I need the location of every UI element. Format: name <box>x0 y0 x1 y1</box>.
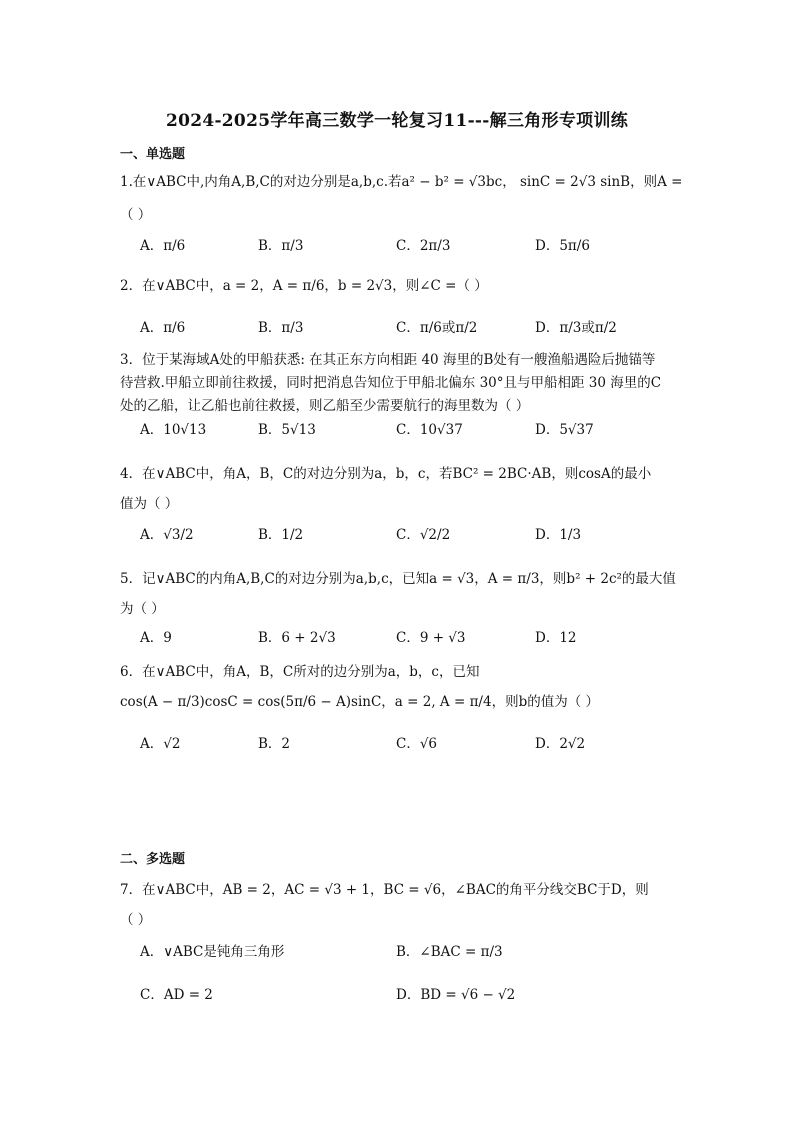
q4-options <box>140 515 700 551</box>
q6-option-c[interactable]: C．√6 <box>396 736 438 752</box>
q3-option-c[interactable]: C．10√37 <box>396 422 463 438</box>
q6-option-d[interactable]: D．2√2 <box>535 736 586 752</box>
q6-option-b[interactable]: B．2 <box>258 736 291 752</box>
q3-options <box>140 410 700 446</box>
q2-option-d[interactable]: D．π/3或π/2 <box>535 320 617 336</box>
q5-option-c[interactable]: C．9 + √3 <box>396 630 466 646</box>
q7-option-b[interactable]: B．∠BAC = π/3 <box>396 944 503 960</box>
section-multiple-choice: 二、多选题 <box>120 852 186 867</box>
q2-options <box>140 308 700 344</box>
page-title: 2024-2025学年高三数学一轮复习11---解三角形专项训练 <box>165 111 629 131</box>
q3-stem-line1: 3．位于某海域A处的甲船获悉: 在其正东方向相距 40 海里的B处有一艘渔船遇险后抛锚等 <box>120 352 656 368</box>
q1-options <box>140 226 700 262</box>
q4-option-d[interactable]: D．1/3 <box>535 527 582 543</box>
q5-option-a[interactable]: A．9 <box>140 630 172 646</box>
q2-option-b[interactable]: B．π/3 <box>258 320 304 336</box>
q3-option-b[interactable]: B．5√13 <box>258 422 316 438</box>
q3-stem-line2: 待营救.甲船立即前往救援，同时把消息告知位于甲船北偏东 30°且与甲船相距 30 海里的C <box>120 375 662 391</box>
q4-stem-line1: 4．在∨ABC中，角A，B，C的对边分别为a，b，c，若BC² = 2BC·AB，则cosA的最小 <box>120 466 652 482</box>
q7-stem-line1: 7．在∨ABC中，AB = 2，AC = √3 + 1，BC = √6，∠BAC的角平分线交BC于D，则 <box>120 882 649 898</box>
q5-stem-line1: 5．记∨ABC的内角A,B,C的对边分别为a,b,c，已知a = √3，A = π/3，则b² + 2c²的最大值 <box>120 571 676 587</box>
q6-options <box>140 724 700 760</box>
q2-option-c[interactable]: C．π/6或π/2 <box>396 320 478 336</box>
q3-stem-line3: 处的乙船，让乙船也前往救援，则乙船至少需要航行的海里数为（ ） <box>120 398 530 414</box>
q7-options-row1 <box>140 932 700 968</box>
q7-option-a[interactable]: A．∨ABC是钝角三角形 <box>140 944 285 960</box>
q7-option-d[interactable]: D．BD = √6 − √2 <box>396 987 516 1003</box>
q1-option-a[interactable]: A．π/6 <box>140 238 186 254</box>
q7-options-row2 <box>140 975 700 1011</box>
q3-option-d[interactable]: D．5√37 <box>535 422 594 438</box>
q1-option-b[interactable]: B．π/3 <box>258 238 304 254</box>
q7-stem-line2: （ ） <box>120 912 152 928</box>
section-single-choice: 一、单选题 <box>120 147 186 162</box>
q5-option-d[interactable]: D．12 <box>535 630 577 646</box>
q1-option-c[interactable]: C．2π/3 <box>396 238 451 254</box>
q4-option-b[interactable]: B．1/2 <box>258 527 304 543</box>
q2-stem-line1: 2．在∨ABC中，a = 2，A = π/6，b = 2√3，则∠C =（ ） <box>120 278 488 294</box>
q6-stem-line2: cos(A − π/3)cosC = cos(5π/6 − A)sinC，a = 2, A = π/4，则b的值为（ ） <box>120 694 600 710</box>
q5-options <box>140 618 700 654</box>
q4-option-a[interactable]: A．√3/2 <box>140 527 194 543</box>
q4-stem-line2: 值为（ ） <box>120 496 179 512</box>
q3-option-a[interactable]: A．10√13 <box>140 422 207 438</box>
q1-stem-line2: （ ） <box>120 207 152 223</box>
q6-option-a[interactable]: A．√2 <box>140 736 181 752</box>
q5-option-b[interactable]: B．6 + 2√3 <box>258 630 336 646</box>
q1-stem-line1: 1.在∨ABC中,内角A,B,C的对边分别是a,b,c.若a² − b² = √3bc， sinC = 2√3 sinB，则A = <box>120 174 683 190</box>
q6-stem-line1: 6．在∨ABC中，角A，B，C所对的边分别为a，b，c，已知 <box>120 664 480 680</box>
q7-option-c[interactable]: C．AD = 2 <box>140 987 213 1003</box>
q5-stem-line2: 为（ ） <box>120 601 165 617</box>
q1-option-d[interactable]: D．5π/6 <box>535 238 590 254</box>
q4-option-c[interactable]: C．√2/2 <box>396 527 451 543</box>
q2-option-a[interactable]: A．π/6 <box>140 320 186 336</box>
